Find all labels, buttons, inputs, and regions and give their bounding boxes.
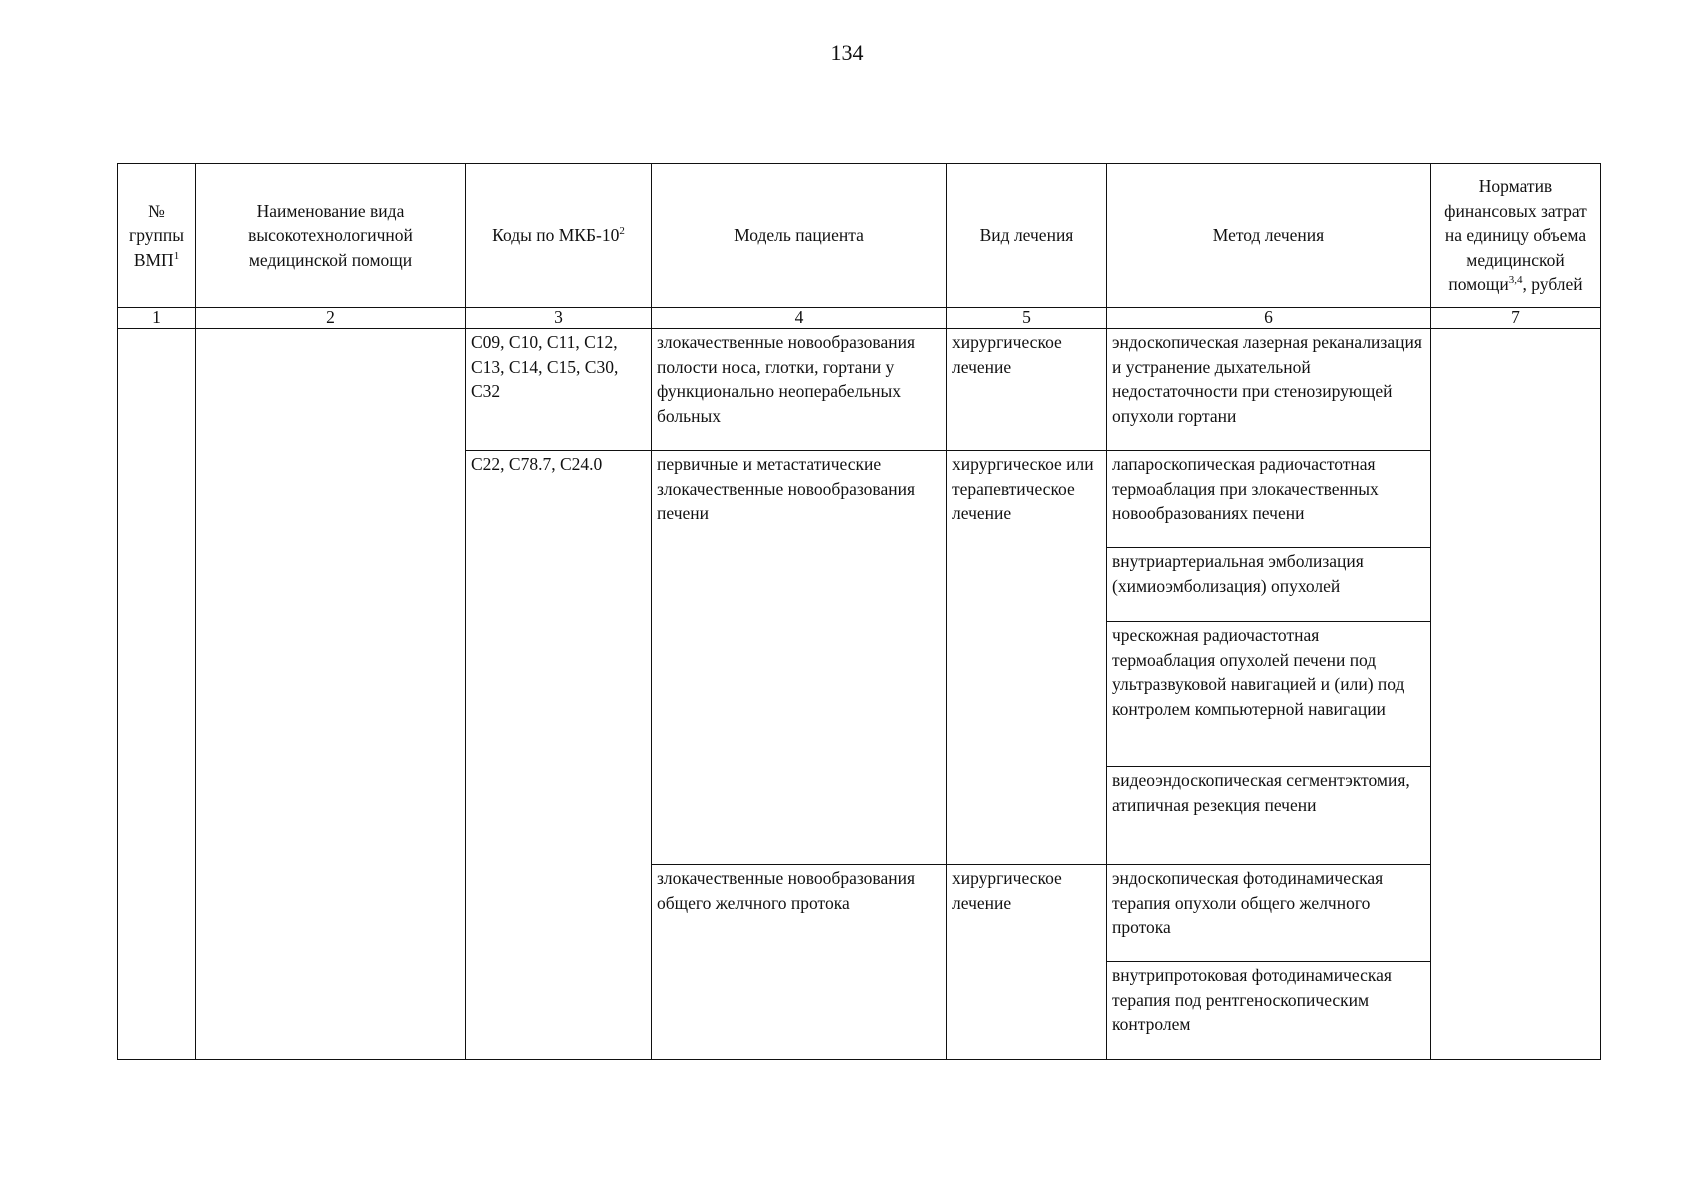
treatment-method-cell: внутриартериальная эмболизация (химиоэмболизация) опухолей (1107, 548, 1431, 622)
header-patient-model: Модель пациента (652, 164, 947, 308)
financial-norm-cell (1431, 329, 1601, 1060)
page-number: 134 (830, 40, 864, 65)
treatment-method-cell: эндоскопическая лазерная реканализация и устранение дыхательной недостаточности при стенозирующей опухоли гортани (1107, 329, 1431, 451)
column-number: 5 (947, 308, 1107, 329)
header-care-type-name: Наименование вида высокотехнологичной медицинской помощи (196, 164, 466, 308)
care-type-name-cell (196, 329, 466, 1060)
treatment-type-cell: хирургическое лечение (947, 329, 1107, 451)
column-number: 4 (652, 308, 947, 329)
column-number: 6 (1107, 308, 1431, 329)
patient-model-cell: злокачественные новообразования полости носа, глотки, гортани у функционально неоперабельных больных (652, 329, 947, 451)
column-number: 3 (466, 308, 652, 329)
icd10-codes-cell: C09, C10, C11, C12, C13, C14, C15, C30, C32 (466, 329, 652, 451)
vmp-table-wrapper (117, 163, 1601, 1060)
patient-model-cell: первичные и метастатические злокачественные новообразования печени (652, 451, 947, 865)
treatment-method-cell: чрескожная радиочастотная термоаблация опухолей печени под ультразвуковой навигацией и (или) под контролем компьютерной навигации (1107, 622, 1431, 767)
treatment-type-cell: хирургическое или терапевтическое лечение (947, 451, 1107, 865)
column-number: 1 (118, 308, 196, 329)
treatment-type-cell: хирургическое лечение (947, 865, 1107, 1060)
header-group-number: № группы ВМП$^1$ (118, 164, 196, 308)
header-icd10-codes: Коды по МКБ-$10^2$ (466, 164, 652, 308)
icd10-codes-cell: C22, C78.7, C24.0 (466, 451, 652, 1060)
treatment-method-cell: лапароскопическая радиочастотная термоаблация при злокачественных новообразованиях печени (1107, 451, 1431, 548)
column-number-row (118, 308, 1601, 329)
table-row (118, 329, 1601, 451)
header-treatment-type: Вид лечения (947, 164, 1107, 308)
header-financial-norm: Норматив финансовых затрат на единицу объема медицинской помощи$^{3,4}$, рублей (1431, 164, 1601, 308)
vmp-table (117, 163, 1601, 1060)
column-number: 2 (196, 308, 466, 329)
treatment-method-cell: внутрипротоковая фотодинамическая терапия под рентгеноскопическим контролем (1107, 962, 1431, 1060)
treatment-method-cell: видеоэндоскопическая сегментэктомия, атипичная резекция печени (1107, 767, 1431, 865)
table-header-row (118, 164, 1601, 308)
patient-model-cell: злокачественные новообразования общего желчного протока (652, 865, 947, 1060)
group-number-cell (118, 329, 196, 1060)
column-number: 7 (1431, 308, 1601, 329)
treatment-method-cell: эндоскопическая фотодинамическая терапия опухоли общего желчного протока (1107, 865, 1431, 962)
header-treatment-method: Метод лечения (1107, 164, 1431, 308)
